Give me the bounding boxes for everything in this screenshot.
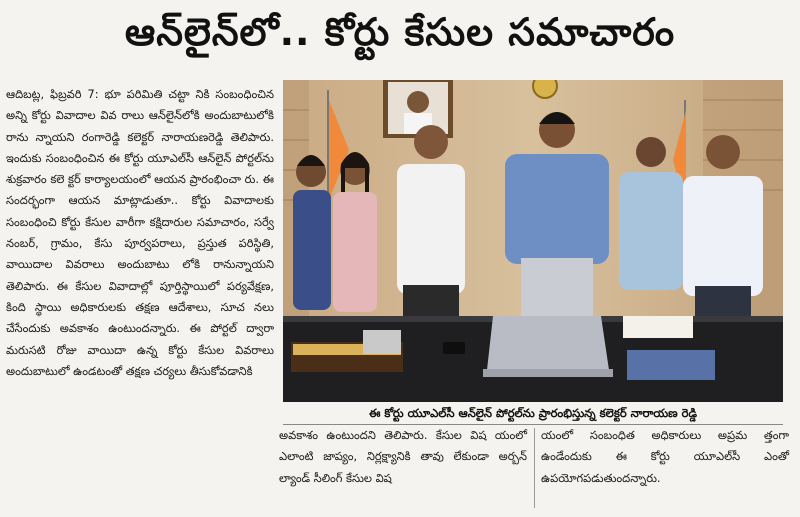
article-column-middle (279, 425, 527, 489)
column-divider (534, 428, 535, 508)
article-paragraph: అవకాశం ఉంటుందని తెలిపారు. కేసుల విష యంలో ఎలాంటి జాప్యం, నిర్లక్ష్యానికి తావు లేకుండా అర్బన్ ల్యాండ్ సీలింగ్ కేసుల విష (279, 428, 527, 485)
photo-caption: ఈ కోర్టు యూఎల్‌సీ ఆన్‌లైన్ పోర్టల్‌ను ప్రారంభిస్తున్న కలెక్టర్ నారాయణ రెడ్డి (368, 405, 697, 420)
article-column-left (6, 84, 274, 382)
article-paragraph: ఆదిబట్ల, ఫిబ్రవరి 7: భూ పరిమితి చట్టా నికి సంబంధించిన అన్ని కోర్టు వివాదాల వివ రాలు ఆన్‌లైన్‌లోకి అందుబాటులోకి రాను న్నాయని రంగారెడ్డి కలెక్టర్ నారాయణరెడ్డి తెలిపారు. ఇందుకు సంబంధించిన ఈ కోర్టు యూఎల్‌సీ ఆన్‌లైన్ పోర్టల్‌ను శుక్రవారం కలె క్టర్ కార్యాలయంలో ఆయన ప్రారంభించా రు. ఈ సందర్భంగా ఆయన మాట్లాడుతూ.. కోర్టు వివాదాలకు సంబంధించి కోర్టు కేసుల వారీగా కక్షిదారుల సమాచారం, సర్వే నంబర్, గ్రామం, కేసు పూర్వపరాలు, ప్రస్తుత పరిస్థితి, వాయిదాల వివరాలు అందుబాటు లోకి రానున్నాయని తెలిపారు. ఈ కేసుల వివాదాల్లో పూర్తిస్థాయిలో పర్యవేక్షణ, కింది స్థాయి అధికారులకు తక్షణ ఆదేశాలు, సూచ నలు చేసేందుకు అవకాశం ఉంటుందన్నారు. ఈ పోర్టల్ ద్వారా మరుసటి రోజు వాయిదా ఉన్న కోర్టు కేసుల వివరాలు అందుబాటులో ఉండటంతో తక్షణ చర్యలు తీసుకోవడానికి (6, 87, 274, 378)
article-paragraph: యంలో సంబంధిత అధికారులు అప్రమ త్తంగా ఉండేందుకు ఈ కోర్టు యూఎల్‌సీ ఎంతో ఉపయోగపడుతుందన్నారు. (541, 428, 789, 485)
headline: ఆన్‌లైన్‌లో.. కోర్టు కేసుల సమాచారం (124, 10, 676, 54)
news-photo (283, 80, 783, 402)
article-column-right (541, 425, 789, 489)
